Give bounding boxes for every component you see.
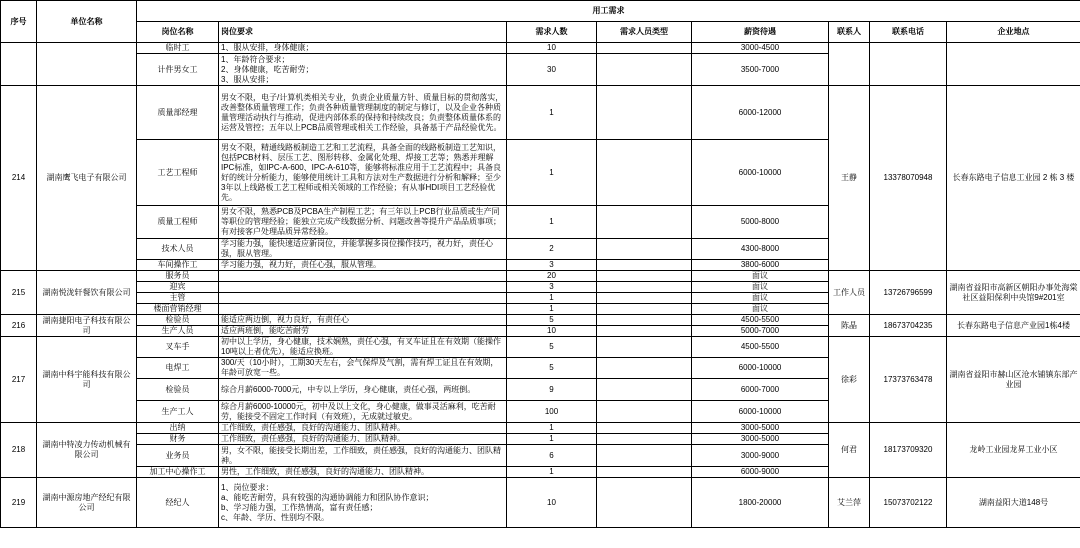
cell-type [597, 43, 692, 54]
cell-company: 湖南捷阳电子科技有限公司 [37, 315, 137, 337]
cell-contact: 工作人员 [829, 271, 870, 315]
cell-requirement: 综合月薪6000-10000元，初中及以上文化，身心健康，做事灵活麻利，吃苦耐劳，能接受不固定工作时间（有效班），无成就过敏史。 [219, 401, 507, 423]
cell-company [37, 43, 137, 86]
cell-position: 服务员 [137, 271, 219, 282]
cell-count: 1 [507, 86, 597, 140]
cell-contact: 何君 [829, 423, 870, 478]
cell-requirement [219, 304, 507, 315]
cell-type [597, 304, 692, 315]
cell-type [597, 271, 692, 282]
table-row [1, 43, 1080, 54]
cell-requirement: 300/天（10小时），工期30天左右，会气保焊及气割，需有焊工证且在有效期，年龄可放宽一些。 [219, 358, 507, 379]
cell-type [597, 445, 692, 467]
cell-count: 5 [507, 337, 597, 358]
cell-salary: 3000-4500 [692, 43, 829, 54]
cell-position: 生产工人 [137, 401, 219, 423]
header-contact: 联系人 [829, 22, 870, 43]
cell-salary: 6000-10000 [692, 140, 829, 206]
cell-address: 长春东路电子信息工业园 2 栋 3 楼 [947, 86, 1080, 271]
cell-type [597, 86, 692, 140]
header-company: 单位名称 [37, 1, 137, 43]
cell-salary: 6000-9000 [692, 467, 829, 478]
cell-type [597, 140, 692, 206]
cell-requirement: 学习能力强，能快速适应新岗位，并能掌握多岗位操作技巧，视力好，责任心强，服从管理。 [219, 239, 507, 260]
table-row [1, 315, 1080, 326]
header-row-1 [1, 1, 1080, 22]
cell-count: 1 [507, 467, 597, 478]
cell-requirement: 能适应两边倒，视力良好，有责任心 [219, 315, 507, 326]
cell-type [597, 282, 692, 293]
cell-type [597, 478, 692, 528]
cell-seq [1, 43, 37, 86]
cell-salary: 面议 [692, 304, 829, 315]
cell-contact: 艾兰萍 [829, 478, 870, 528]
cell-salary: 4500-5500 [692, 315, 829, 326]
cell-requirement: 工作细致，责任感强，良好的沟通能力、团队精神。 [219, 434, 507, 445]
cell-count: 10 [507, 326, 597, 337]
cell-salary: 面议 [692, 271, 829, 282]
cell-position: 技术人员 [137, 239, 219, 260]
cell-type [597, 337, 692, 358]
cell-position: 迎宾 [137, 282, 219, 293]
cell-address: 湖南省益阳市高新区朝阳办事处海棠 社区益阳保利中央馆9#201室 [947, 271, 1080, 315]
cell-requirement: 男女不限，熟悉PCB及PCBA生产制程工艺；有三年以上PCB行业品质或生产同等职位的管理经验；能独立完成产线数据分析、问题改善等提升产品品质事项；有对接客户处理品质异常经验。 [219, 206, 507, 239]
cell-phone: 18173709320 [870, 423, 947, 478]
cell-salary: 面议 [692, 293, 829, 304]
cell-count: 6 [507, 445, 597, 467]
cell-salary: 3000-9000 [692, 445, 829, 467]
cell-type [597, 401, 692, 423]
header-row-2 [1, 22, 1080, 43]
header-requirement: 岗位要求 [219, 22, 507, 43]
cell-count: 20 [507, 271, 597, 282]
header-demand: 用工需求 [137, 1, 1080, 22]
cell-count: 1 [507, 434, 597, 445]
cell-type [597, 467, 692, 478]
cell-count: 1 [507, 293, 597, 304]
cell-requirement: 1、年龄符合要求； 2、身体健康，吃苦耐劳； 3、服从安排； [219, 54, 507, 86]
table-row [1, 271, 1080, 282]
cell-count: 3 [507, 282, 597, 293]
cell-requirement: 适应两班倒，能吃苦耐劳 [219, 326, 507, 337]
cell-contact [829, 43, 870, 86]
cell-count: 30 [507, 54, 597, 86]
cell-count: 1 [507, 140, 597, 206]
cell-position: 生产人员 [137, 326, 219, 337]
cell-type [597, 423, 692, 434]
cell-salary: 6000-12000 [692, 86, 829, 140]
cell-salary: 5000-7000 [692, 326, 829, 337]
cell-count: 3 [507, 260, 597, 271]
cell-count: 5 [507, 315, 597, 326]
cell-requirement [219, 282, 507, 293]
cell-company: 湖南鹰飞电子有限公司 [37, 86, 137, 271]
cell-type [597, 379, 692, 401]
cell-salary: 3800-6000 [692, 260, 829, 271]
cell-type [597, 434, 692, 445]
cell-position: 车间操作工 [137, 260, 219, 271]
cell-requirement: 综合月薪6000-7000元，中专以上学历，身心健康，责任心强，两班倒。 [219, 379, 507, 401]
header-position: 岗位名称 [137, 22, 219, 43]
cell-company: 湖南中科宇能科技有限公司 [37, 337, 137, 423]
cell-type [597, 326, 692, 337]
cell-requirement [219, 271, 507, 282]
cell-requirement: 男女不限，电子/计算机类相关专业，负责企业质量方针、质量目标的贯彻落实，改善整体质量管理工作；负责各种质量管理制度的制定与修订，以及企业各种质量管理活动执行与推动，促进内部体系的保持和持续改良；负责整体质量体系的运营及管控；五年以上PCB品质管理或相关工作经验，具备基于产品经验优先。 [219, 86, 507, 140]
cell-address [947, 43, 1080, 86]
cell-position: 业务员 [137, 445, 219, 467]
cell-position: 检验员 [137, 315, 219, 326]
cell-phone: 18673704235 [870, 315, 947, 337]
cell-address: 龙岭工业园龙昇工业小区 [947, 423, 1080, 478]
header-seq: 序号 [1, 1, 37, 43]
cell-phone: 15073702122 [870, 478, 947, 528]
cell-type [597, 260, 692, 271]
cell-position: 质量工程师 [137, 206, 219, 239]
cell-salary: 6000-10000 [692, 358, 829, 379]
cell-seq: 214 [1, 86, 37, 271]
cell-count: 1 [507, 423, 597, 434]
cell-requirement: 男性，工作细致，责任感强，良好的沟通能力、团队精神。 [219, 467, 507, 478]
cell-requirement: 男女不限，精通线路板制造工艺和工艺流程，具备全面的线路板制造工艺知识，包括PCB材料、层压工艺、图形转移、金属化处理、焊接工艺等；熟悉并理解IPC标准，如IPC-A-600、IPC-A-610等，能够将标准应用于工艺流程中；具备良好的统计分析能力，能够使用统计工具和方法对生产数据进行分析和解释；至少3年以上线路板工艺工程师或相关领域的工作经验；有从事HDI项目工艺经验优先。 [219, 140, 507, 206]
cell-type [597, 315, 692, 326]
cell-position: 计件男女工 [137, 54, 219, 86]
header-phone: 联系电话 [870, 22, 947, 43]
cell-phone: 17373763478 [870, 337, 947, 423]
cell-salary: 3500-7000 [692, 54, 829, 86]
cell-address: 长春东路电子信息产业园1栋4楼 [947, 315, 1080, 337]
table-row [1, 478, 1080, 528]
cell-position: 质量部经理 [137, 86, 219, 140]
cell-salary: 6000-10000 [692, 401, 829, 423]
cell-address: 湖南省益阳市赫山区沧水铺镇东部产业园 [947, 337, 1080, 423]
cell-salary: 5000-8000 [692, 206, 829, 239]
cell-type [597, 358, 692, 379]
header-salary: 薪资待遇 [692, 22, 829, 43]
cell-count: 2 [507, 239, 597, 260]
cell-salary: 4300-8000 [692, 239, 829, 260]
cell-seq: 218 [1, 423, 37, 478]
cell-requirement: 学习能力强，视力好，责任心强，服从管理。 [219, 260, 507, 271]
cell-position: 楼面营销经理 [137, 304, 219, 315]
table-row [1, 337, 1080, 358]
cell-phone: 13726796599 [870, 271, 947, 315]
cell-type [597, 206, 692, 239]
cell-company: 湖南悦泷轩餐饮有限公司 [37, 271, 137, 315]
header-count: 需求人数 [507, 22, 597, 43]
cell-requirement: 初中以上学历，身心健康，技术娴熟，责任心强，有叉车证且在有效期（能操作10吨以上者优先），能适应换班。 [219, 337, 507, 358]
cell-count: 5 [507, 358, 597, 379]
cell-salary: 3000-5000 [692, 434, 829, 445]
cell-position: 检验员 [137, 379, 219, 401]
cell-contact: 徐彩 [829, 337, 870, 423]
cell-type [597, 54, 692, 86]
cell-seq: 217 [1, 337, 37, 423]
cell-position: 工艺工程师 [137, 140, 219, 206]
cell-seq: 216 [1, 315, 37, 337]
cell-position: 出纳 [137, 423, 219, 434]
cell-company: 湖南中源房地产经纪有限公司 [37, 478, 137, 528]
cell-position: 加工中心操作工 [137, 467, 219, 478]
cell-count: 1 [507, 206, 597, 239]
cell-salary: 3000-5000 [692, 423, 829, 434]
cell-position: 电焊工 [137, 358, 219, 379]
cell-salary: 面议 [692, 282, 829, 293]
cell-type [597, 239, 692, 260]
cell-position: 财务 [137, 434, 219, 445]
cell-position: 临时工 [137, 43, 219, 54]
cell-phone [870, 43, 947, 86]
cell-requirement [219, 293, 507, 304]
table-row [1, 423, 1080, 434]
cell-count: 1 [507, 304, 597, 315]
cell-count: 10 [507, 43, 597, 54]
cell-contact: 王静 [829, 86, 870, 271]
cell-count: 9 [507, 379, 597, 401]
cell-company: 湖南中特凌力传动机械有限公司 [37, 423, 137, 478]
cell-salary: 6000-7000 [692, 379, 829, 401]
cell-salary: 1800-20000 [692, 478, 829, 528]
cell-type [597, 293, 692, 304]
cell-position: 叉车手 [137, 337, 219, 358]
cell-seq: 219 [1, 478, 37, 528]
table-row [1, 86, 1080, 140]
cell-position: 主管 [137, 293, 219, 304]
cell-requirement: 男，女不限，能接受长期出差，工作细致，责任感强，良好的沟通能力、团队精神。 [219, 445, 507, 467]
cell-count: 100 [507, 401, 597, 423]
cell-contact: 陈晶 [829, 315, 870, 337]
cell-requirement: 1、岗位要求： a、能吃苦耐劳，具有较强的沟通协调能力和团队协作意识； b、学习能力强，工作热情高，富有责任感； c、年龄、学历、性别均不限。 [219, 478, 507, 528]
cell-count: 10 [507, 478, 597, 528]
cell-seq: 215 [1, 271, 37, 315]
cell-address: 湖南益阳大道148号 [947, 478, 1080, 528]
header-address: 企业地点 [947, 22, 1080, 43]
cell-requirement: 1、服从安排，身体健康； [219, 43, 507, 54]
cell-position: 经纪人 [137, 478, 219, 528]
cell-phone: 13378070948 [870, 86, 947, 271]
cell-requirement: 工作细致，责任感强，良好的沟通能力、团队精神。 [219, 423, 507, 434]
header-type: 需求人员类型 [597, 22, 692, 43]
cell-salary: 4500-5500 [692, 337, 829, 358]
table-body [1, 43, 1080, 528]
